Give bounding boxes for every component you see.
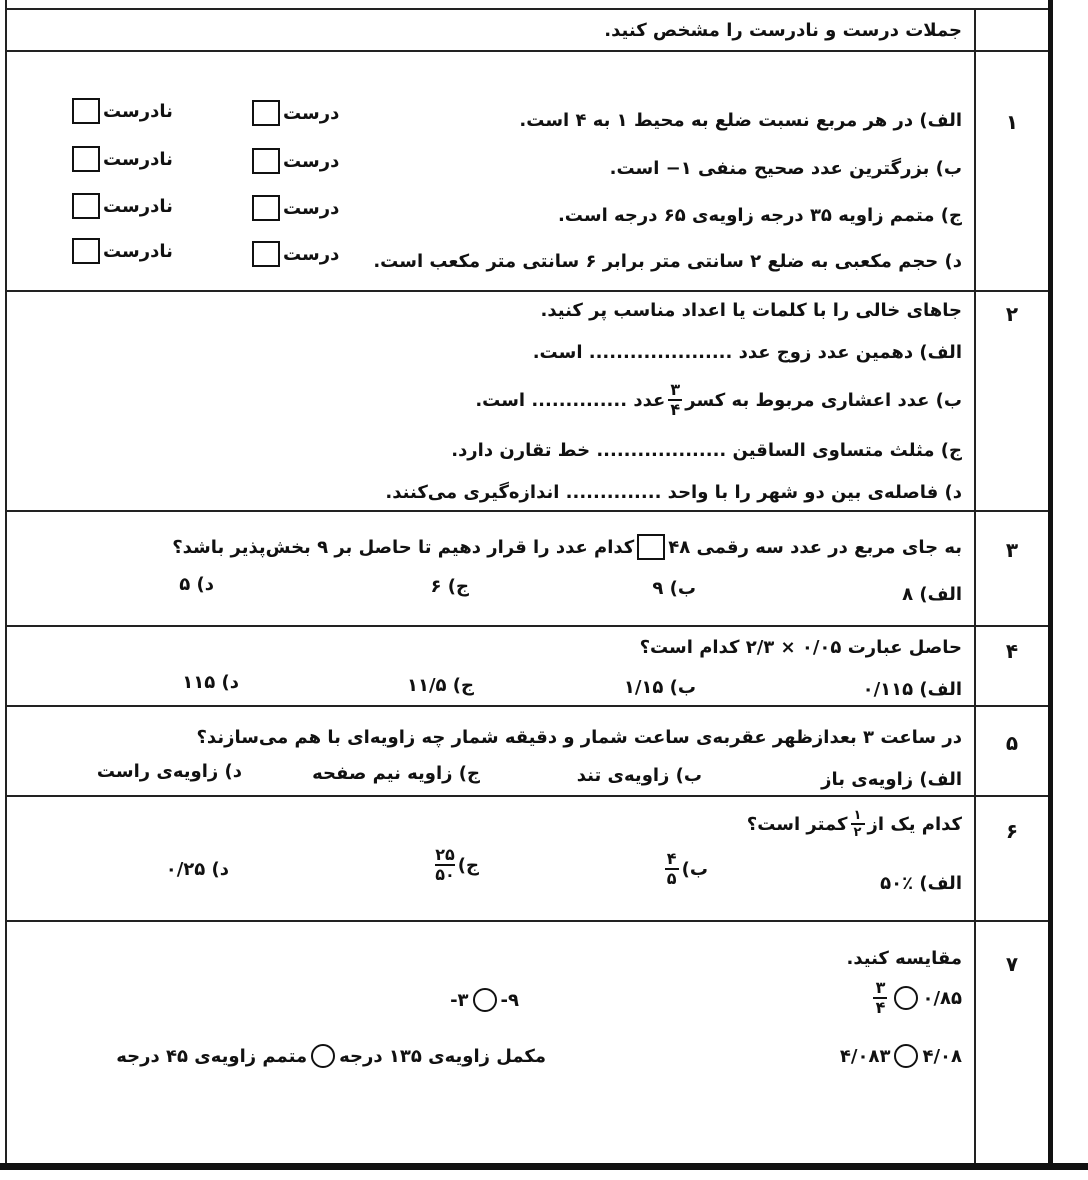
false-label: نادرست [103, 148, 173, 170]
fraction [851, 809, 865, 839]
prompt-before: به جای مربع در عدد سه رقمی ۴۸ [668, 536, 962, 558]
option-label: ب) [681, 858, 708, 880]
blank-c: ج) مثلث متساوی الساقین ................... خط تقارن دارد. [451, 440, 962, 461]
numerator: ۳ [670, 380, 681, 399]
true-option-d[interactable] [249, 241, 339, 267]
option-d[interactable]: د) ۱۱۵ [182, 672, 239, 693]
question-number: ۲ [974, 292, 1048, 510]
option-a[interactable]: الف) ۰/۱۱۵ [862, 679, 962, 700]
false-checkbox[interactable] [72, 146, 100, 172]
false-option-d[interactable] [69, 238, 173, 264]
compare-right: -۳ [450, 989, 469, 1011]
compare-right: مکمل زاویه‌ی ۱۳۵ درجه [339, 1045, 546, 1067]
option-d[interactable]: د) ۰/۲۵ [165, 859, 229, 880]
fraction [665, 851, 679, 887]
option-b[interactable]: ب) ۹ [652, 578, 696, 599]
question-6 [7, 795, 1048, 920]
digit-box [637, 534, 665, 560]
compare-circle[interactable] [473, 988, 497, 1012]
compare-1 [870, 980, 962, 1016]
question-prompt [172, 534, 962, 560]
option-d[interactable]: د) ۵ [179, 574, 214, 595]
true-label: درست [283, 197, 340, 219]
false-checkbox[interactable] [72, 193, 100, 219]
denominator: ۵۰ [435, 865, 455, 884]
option-c[interactable]: ج) ۶ [430, 576, 469, 597]
option-a[interactable]: الف) ٪۵۰ [880, 873, 962, 894]
question-number: ۳ [974, 512, 1048, 625]
option-a[interactable]: الف) زاویه‌ی باز [821, 769, 962, 790]
exam-sheet [5, 0, 1053, 1168]
denominator: ۴ [875, 998, 886, 1017]
true-checkbox[interactable] [252, 100, 280, 126]
page-bottom-border [0, 1163, 1088, 1170]
option-b[interactable]: ب) زاویه‌ی تند [576, 765, 702, 786]
statement-b: ب) بزرگترین عدد صحیح منفی ۱− است. [609, 158, 962, 179]
numerator: ۴ [666, 849, 677, 868]
question-7 [7, 920, 1048, 1165]
false-checkbox[interactable] [72, 98, 100, 124]
true-label: درست [283, 150, 340, 172]
true-checkbox[interactable] [252, 241, 280, 267]
true-label: درست [283, 243, 340, 265]
question-prompt: در ساعت ۳ بعدازظهر عقربه‌ی ساعت شمار و دقیقه شمار چه زاویه‌ای با هم می‌سازند؟ [196, 727, 962, 748]
false-label: نادرست [103, 240, 173, 262]
blank-b-after: عدد .............. است. [475, 389, 666, 411]
compare-left: ۴/۰۸ [922, 1045, 962, 1067]
prompt-after: کمتر است؟ [746, 813, 848, 835]
instruction-text: جملات درست و نادرست را مشخص کنید. [604, 20, 962, 41]
true-option-a[interactable] [249, 100, 339, 126]
option-b[interactable]: ب) ۱/۱۵ [623, 677, 696, 698]
fraction [873, 980, 887, 1016]
option-c[interactable]: ج) زاویه نیم صفحه [312, 763, 480, 784]
false-label: نادرست [103, 195, 173, 217]
question-number: ۵ [974, 707, 1048, 795]
denominator: ۴ [670, 400, 681, 419]
question-5 [7, 705, 1048, 795]
blank-d: د) فاصله‌ی بین دو شهر را با واحد .............. اندازه‌گیری می‌کنند. [385, 482, 962, 503]
statement-d: د) حجم مکعبی به ضلع ۲ سانتی متر برابر ۶ سانتی متر مکعب است. [373, 251, 962, 272]
compare-3 [450, 988, 519, 1012]
option-d[interactable]: د) زاویه‌ی راست [96, 761, 242, 782]
compare-left: ۰/۸۵ [922, 987, 962, 1009]
compare-4 [116, 1044, 546, 1068]
compare-left: -۹ [500, 989, 519, 1011]
compare-circle[interactable] [311, 1044, 335, 1068]
option-label: ج) [457, 854, 479, 876]
option-a[interactable]: الف) ۸ [902, 584, 962, 605]
question-prompt [747, 809, 962, 839]
denominator: ۲ [853, 825, 862, 840]
fraction [435, 847, 455, 883]
compare-circle[interactable] [894, 986, 918, 1010]
prompt-after: کدام عدد را قرار دهیم تا حاصل بر ۹ بخش‌پذیر باشد؟ [172, 536, 635, 558]
true-checkbox[interactable] [252, 195, 280, 221]
false-option-b[interactable] [69, 146, 173, 172]
statement-c: ج) متمم زاویه ۳۵ درجه زاویه‌ی ۶۵ درجه است. [557, 205, 962, 226]
false-label: نادرست [103, 100, 173, 122]
prompt-before: کدام یک از [867, 813, 962, 835]
denominator: ۵ [666, 869, 677, 888]
compare-right: ۴/۰۸۳ [839, 1045, 891, 1067]
question-prompt: مقایسه کنید. [846, 948, 962, 969]
false-option-a[interactable] [69, 98, 173, 124]
instruction-row [7, 8, 1048, 50]
question-number: ۴ [974, 627, 1048, 705]
numerator: ۱ [853, 808, 862, 823]
number-cell [974, 10, 1048, 50]
numerator: ۲۵ [435, 845, 455, 864]
question-4 [7, 625, 1048, 705]
question-2 [7, 290, 1048, 510]
blank-b-before: ب) عدد اعشاری مربوط به کسر [685, 389, 962, 411]
true-label: درست [283, 102, 340, 124]
true-option-b[interactable] [249, 148, 339, 174]
question-1 [7, 50, 1048, 290]
question-number: ۶ [974, 797, 1048, 920]
question-number: ۷ [974, 922, 1048, 1165]
question-prompt: حاصل عبارت ۰/۰۵ × ۲/۳ کدام است؟ [639, 637, 962, 658]
statement-a: الف) در هر مربع نسبت ضلع به محیط ۱ به ۴ است. [519, 110, 962, 131]
true-option-c[interactable] [249, 195, 339, 221]
question-number: ۱ [974, 52, 1048, 290]
compare-left: متمم زاویه‌ی ۴۵ درجه [116, 1045, 308, 1067]
question-prompt: جاهای خالی را با کلمات یا اعداد مناسب پر کنید. [540, 300, 962, 321]
blank-b [475, 382, 962, 418]
option-b[interactable] [662, 851, 708, 887]
option-c[interactable]: ج) ۱۱/۵ [406, 675, 474, 696]
compare-circle[interactable] [894, 1044, 918, 1068]
blank-a: الف) دهمین عدد زوج عدد ..................... است. [532, 342, 962, 363]
numerator: ۳ [875, 978, 886, 997]
false-checkbox[interactable] [72, 238, 100, 264]
true-checkbox[interactable] [252, 148, 280, 174]
question-3 [7, 510, 1048, 625]
fraction [668, 382, 682, 418]
option-c[interactable] [432, 847, 479, 883]
compare-2 [840, 1044, 962, 1068]
false-option-c[interactable] [69, 193, 173, 219]
